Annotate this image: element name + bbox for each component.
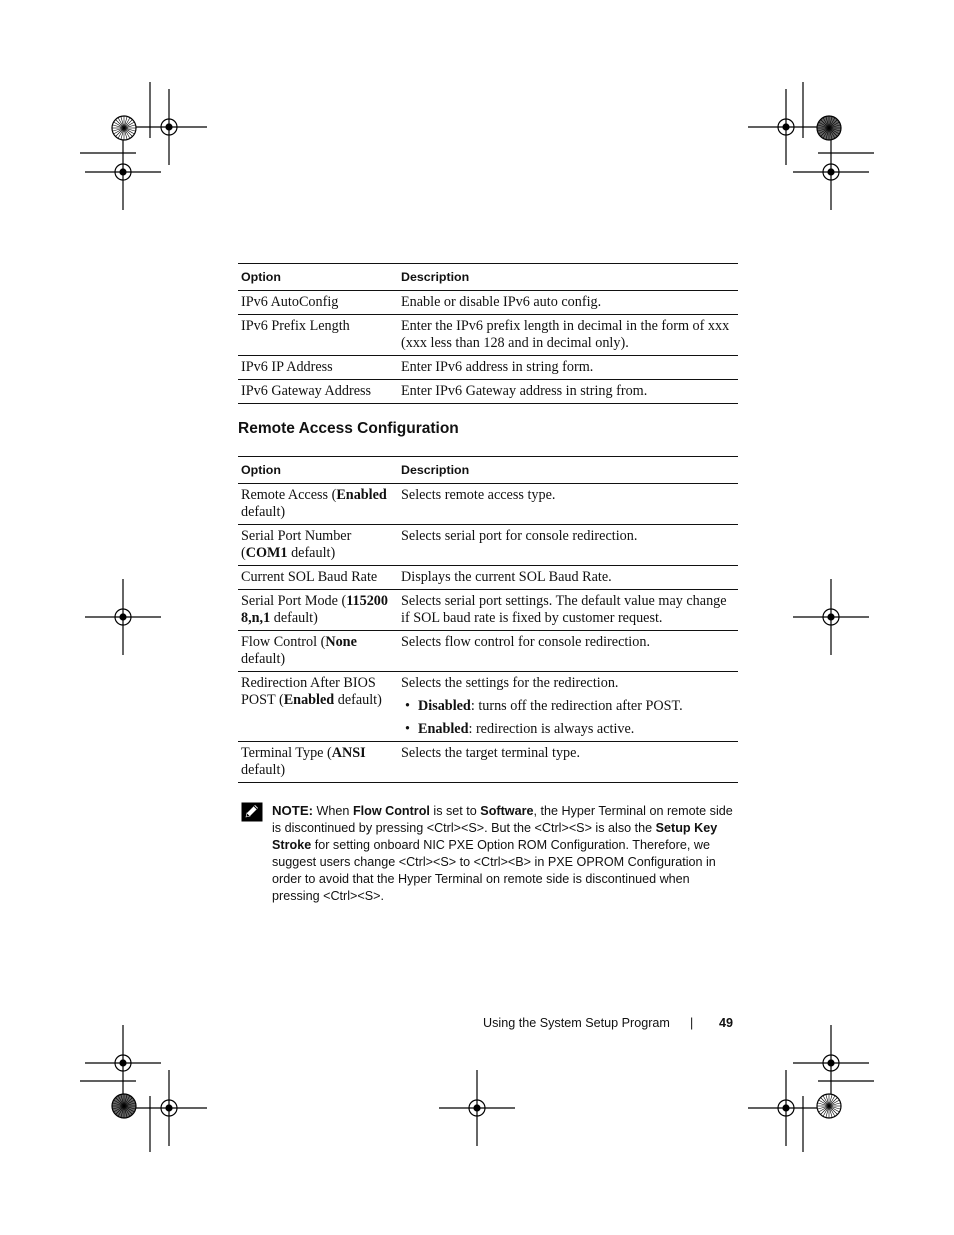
table-row	[238, 525, 738, 566]
column-header-option: Option	[238, 264, 398, 291]
crosshair-center	[166, 124, 172, 130]
description-cell: Enter IPv6 Gateway address in string from.	[398, 380, 738, 404]
description-text: Selects the settings for the redirection.	[401, 675, 619, 691]
description-cell: Selects serial port settings. The default value may change if SOL baud rate is fixed by customer request.	[398, 590, 738, 631]
crosshair-center	[474, 1105, 480, 1111]
description-cell: Enter the IPv6 prefix length in decimal in the form of xxx (xxx less than 128 and in decimal only).	[398, 315, 738, 356]
crosshair-center	[828, 169, 834, 175]
table-row	[238, 742, 738, 783]
note-paragraph: NOTE: When Flow Control is set to Software, the Hyper Terminal on remote side is discontinued by pressing <Ctrl><S>. But the <Ctrl><S> is also the Setup Key Stroke for setting onboard NIC PXE Option ROM Configuration. Therefore, we suggest users change <Ctrl><S> to <Ctrl><B> in PXE OPROM Configuration in order to avoid that the Hyper Terminal on remote side is discontinued when pressing <Ctrl><S>.	[272, 803, 733, 903]
option-cell: Flow Control (None default)	[238, 631, 398, 672]
section-heading: Remote Access Configuration	[238, 420, 459, 437]
crosshair-center	[120, 614, 126, 620]
pencil-note-icon	[241, 802, 263, 822]
option-cell: Current SOL Baud Rate	[238, 566, 398, 590]
description-cell	[398, 672, 738, 742]
description-cell: Selects the target terminal type.	[398, 742, 738, 783]
footer-title: Using the System Setup Program	[483, 1016, 670, 1030]
option-cell: IPv6 AutoConfig	[238, 291, 398, 315]
description-cell: Displays the current SOL Baud Rate.	[398, 566, 738, 590]
column-header-description: Description	[398, 457, 738, 484]
table-header-row	[238, 264, 738, 291]
description-cell: Enable or disable IPv6 auto config.	[398, 291, 738, 315]
description-cell: Selects flow control for console redirection.	[398, 631, 738, 672]
option-cell: IPv6 Gateway Address	[238, 380, 398, 404]
table-row	[238, 672, 738, 742]
page-number: 49	[719, 1016, 734, 1030]
note-label: NOTE:	[272, 803, 314, 818]
crosshair-center	[120, 1060, 126, 1066]
crosshair-center	[828, 614, 834, 620]
crosshair-center	[828, 1060, 834, 1066]
bullet-list	[401, 698, 735, 738]
column-header-option: Option	[238, 457, 398, 484]
description-cell: Selects remote access type.	[398, 484, 738, 525]
table-row	[238, 356, 738, 380]
crosshair-center	[166, 1105, 172, 1111]
column-header-description: Description	[398, 264, 738, 291]
list-item: • Disabled: turns off the redirection after POST.	[405, 698, 683, 714]
table-row	[238, 484, 738, 525]
footer-separator: |	[690, 1016, 694, 1030]
option-cell: Redirection After BIOS POST (Enabled default)	[238, 672, 398, 742]
table-header-row	[238, 457, 738, 484]
table-row	[238, 590, 738, 631]
crosshair-center	[120, 169, 126, 175]
crosshair-center	[783, 124, 789, 130]
list-item: • Enabled: redirection is always active.	[405, 721, 635, 737]
option-cell: IPv6 IP Address	[238, 356, 398, 380]
remote-access-table	[238, 456, 738, 783]
table-row	[238, 291, 738, 315]
description-cell: Enter IPv6 address in string form.	[398, 356, 738, 380]
option-cell: Serial Port Mode (115200 8,n,1 default)	[238, 590, 398, 631]
crosshair-center	[783, 1105, 789, 1111]
option-cell: Terminal Type (ANSI default)	[238, 742, 398, 783]
option-cell: Remote Access (Enabled default)	[238, 484, 398, 525]
ipv6-options-table	[238, 263, 738, 404]
description-cell: Selects serial port for console redirection.	[398, 525, 738, 566]
table-row	[238, 631, 738, 672]
option-cell: IPv6 Prefix Length	[238, 315, 398, 356]
table-row	[238, 566, 738, 590]
table-row	[238, 380, 738, 404]
option-cell: Serial Port Number (COM1 default)	[238, 525, 398, 566]
table-row	[238, 315, 738, 356]
